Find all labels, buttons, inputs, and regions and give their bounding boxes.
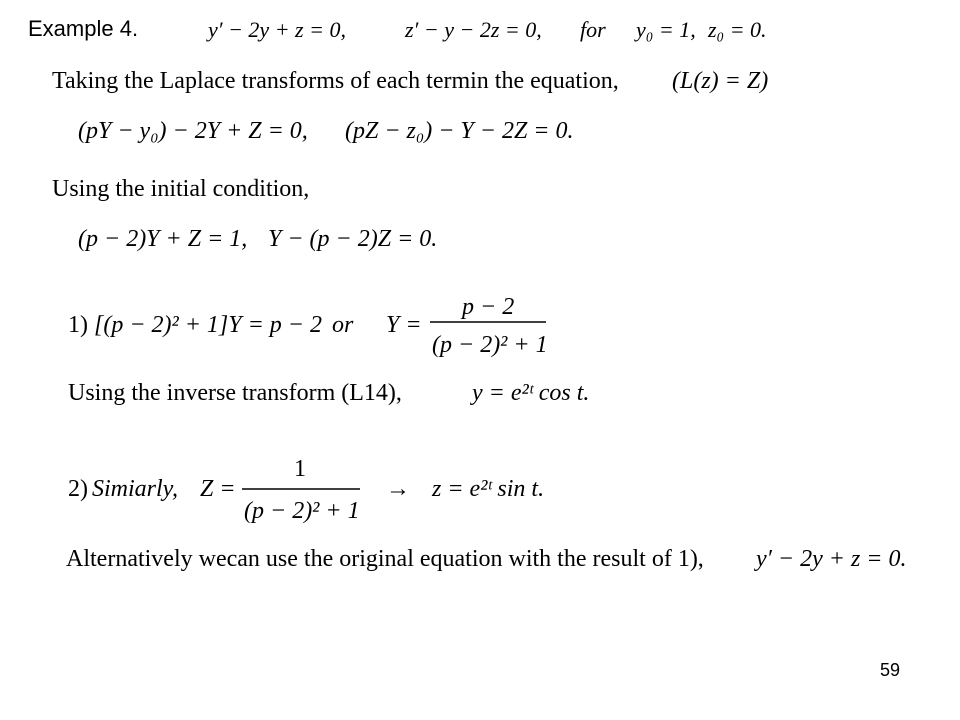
- header-for: for: [580, 17, 606, 42]
- step-2-z-equals: Z =: [200, 476, 236, 502]
- step-2-similarly: Simiarly,: [92, 476, 179, 502]
- z-solution: z = e²ᵗ sin t.: [432, 476, 545, 502]
- alternative-equation: y′ − 2y + z = 0.: [756, 546, 907, 572]
- y-solution: y = e²ᵗ cos t.: [472, 380, 590, 406]
- step-1-label: 1): [68, 312, 88, 338]
- simplified-equation-2: Y − (p − 2)Z = 0.: [268, 226, 438, 252]
- step-2-label: 2): [68, 476, 88, 502]
- alternative-sentence: Alternatively wecan use the original equation with the result of 1),: [66, 546, 704, 572]
- laplace-sentence: Taking the Laplace transforms of each termin the equation,: [52, 68, 619, 94]
- step-2-numerator: 1: [294, 456, 306, 482]
- step-1-lhs: [(p − 2)² + 1]Y = p − 2: [94, 312, 322, 338]
- initial-condition-sentence: Using the initial condition,: [52, 176, 310, 202]
- slide-title: Example 4.: [28, 16, 139, 41]
- laplace-definition: (L(z) = Z): [672, 68, 769, 94]
- header-equation-1: y′ − 2y + z = 0,: [208, 17, 346, 42]
- step-1: [68, 294, 548, 358]
- step-1-denominator: (p − 2)² + 1: [432, 332, 548, 358]
- step-1-numerator: p − 2: [462, 294, 515, 320]
- step-1-y-equals: Y =: [386, 312, 422, 338]
- header-equation-2: z′ − y − 2z = 0,: [405, 17, 542, 42]
- simplified-equation-1: (p − 2)Y + Z = 1,: [78, 226, 248, 252]
- page-number: 59: [879, 660, 900, 680]
- step-2: [68, 456, 544, 524]
- step-2-denominator: (p − 2)² + 1: [244, 498, 360, 524]
- header-initial-y: y₀ = 1,: [636, 17, 696, 42]
- step-2-arrow: →: [386, 476, 410, 502]
- step-1-or: or: [332, 312, 354, 338]
- header-equations: [206, 17, 767, 42]
- header-initial-z: z₀ = 0.: [708, 17, 767, 42]
- transformed-equation-1: (pY − y₀) − 2Y + Z = 0,: [78, 118, 308, 144]
- inverse-transform-sentence: Using the inverse transform (L14),: [68, 380, 402, 406]
- transformed-equation-2: (pZ − z₀) − Y − 2Z = 0.: [345, 118, 574, 144]
